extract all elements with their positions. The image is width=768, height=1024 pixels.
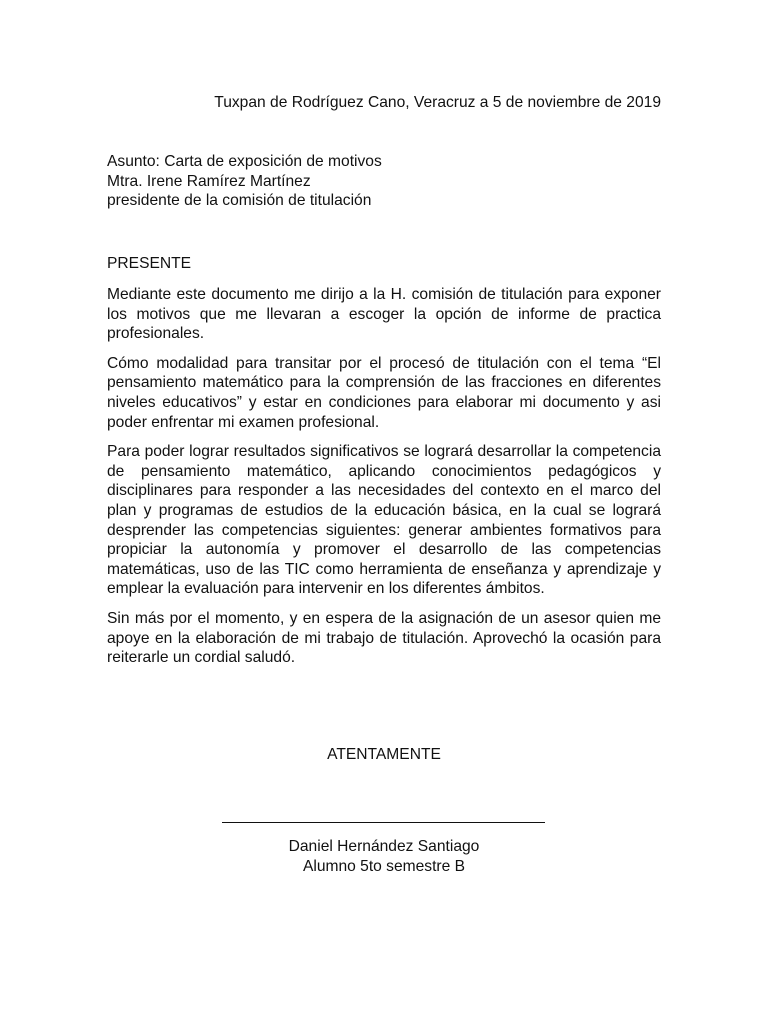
signature-block xyxy=(0,837,768,876)
letter-header xyxy=(107,152,382,211)
signature-line xyxy=(222,822,545,823)
date-line: Tuxpan de Rodríguez Cano, Veracruz a 5 de noviembre de 2019 xyxy=(214,94,661,111)
signer-name: Daniel Hernández Santiago xyxy=(288,838,480,855)
body-paragraph: Para poder lograr resultados significativos se logrará desarrollar la competencia de pensamiento matemático, aplicando conocimientos pedagógicos y disciplinares para responder a las necesidades del contexto en el marco del plan y programas de estudios de la educación básica, en la cual se logrará desprender las competencias siguientes: generar ambientes formativos para propiciar la autonomía y promover el desarrollo de las competencias matemáticas, uso de las TIC como herramienta de enseñanza y aprendizaje y emplear la evaluación para intervenir en los diferentes ámbitos. xyxy=(107,443,661,598)
subject-line: Asunto: Carta de exposición de motivos xyxy=(107,153,382,170)
body-paragraph: Sin más por el momento, y en espera de la asignación de un asesor quien me apoye en la elaboración de mi trabajo de titulación. Aprovechó la ocasión para reiterarle un cordial saludó. xyxy=(107,609,661,667)
recipient-name: Mtra. Irene Ramírez Martínez xyxy=(107,172,311,190)
closing: ATENTAMENTE xyxy=(327,746,441,763)
letter-body xyxy=(107,285,661,678)
salutation: PRESENTE xyxy=(107,255,192,272)
body-paragraph: Mediante este documento me dirijo a la H. comisión de titulación para exponer los motivos que me llevaran a escoger la opción de informe de practica profesionales. xyxy=(107,286,661,343)
body-paragraph: Cómo modalidad para transitar por el procesó de titulación con el tema “El pensamiento matemático para la comprensión de las fracciones en diferentes niveles educativos” y estar en condiciones para elaborar mi documento y asi poder enfrentar mi examen profesional. xyxy=(107,354,661,431)
recipient-title: presidente de la comisión de titulación xyxy=(107,192,372,210)
signer-role: Alumno 5to semestre B xyxy=(302,857,466,875)
